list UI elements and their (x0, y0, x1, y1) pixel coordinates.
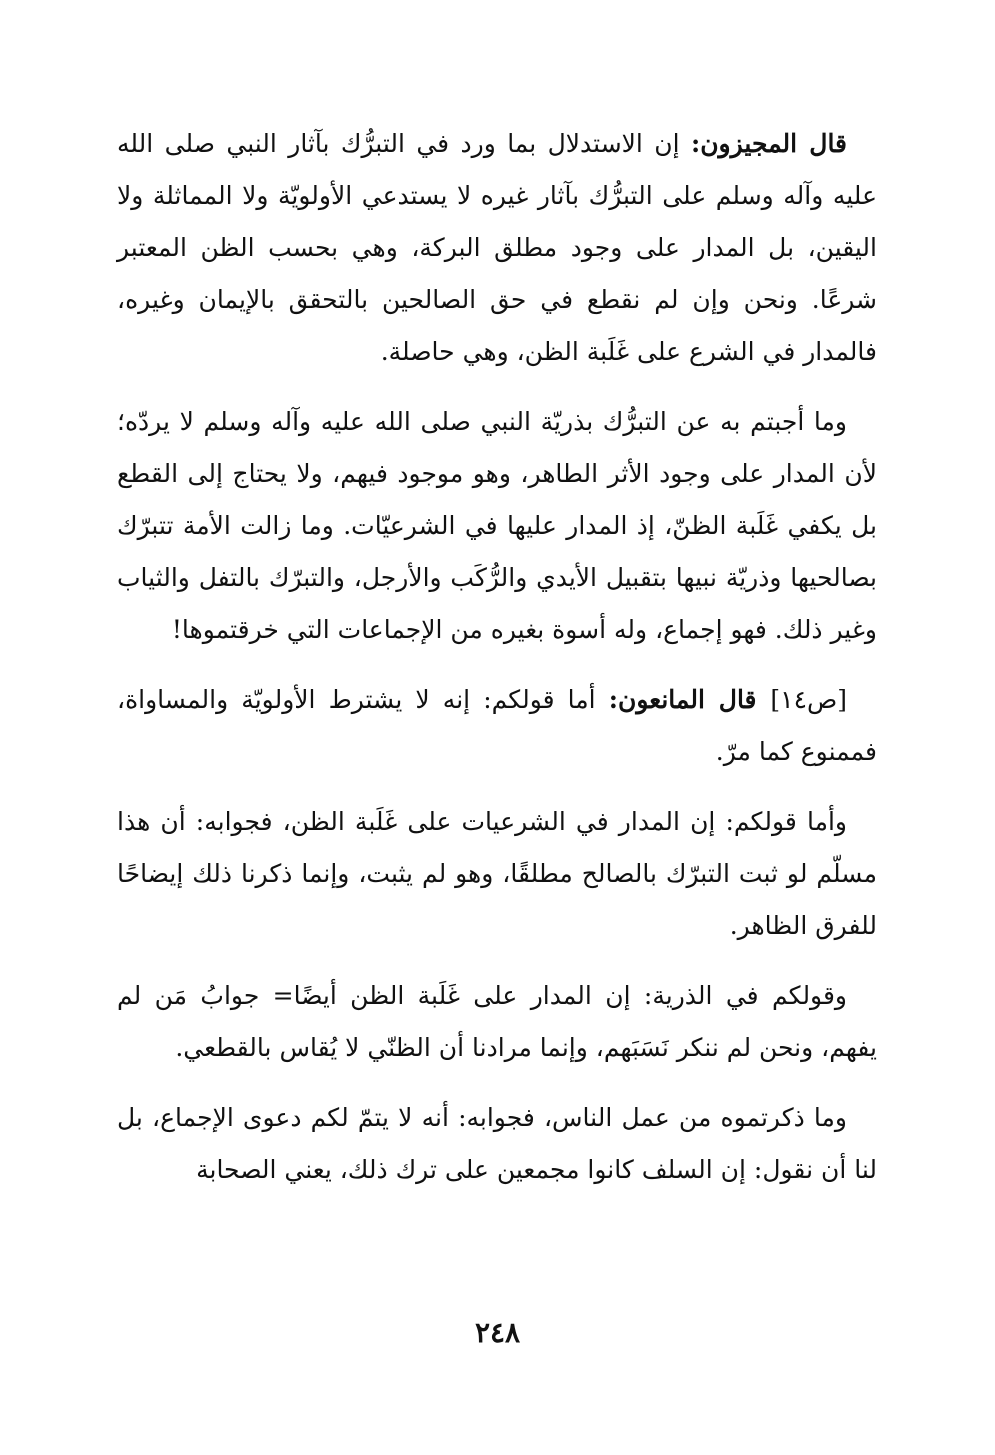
paragraph-4 (117, 796, 877, 952)
paragraph-6-text: وما ذكرتموه من عمل الناس، فجوابه: أنه لا يتمّ لكم دعوى الإجماع، بل لنا أن نقول: إن السلف كانوا مجمعين على ترك ذلك، يعني الصحابة (117, 1103, 877, 1184)
paragraph-6 (117, 1092, 877, 1196)
paragraph-1 (117, 118, 877, 378)
paragraph-3 (117, 674, 877, 778)
paragraph-3-text: أما قولكم: إنه لا يشترط الأولويّة والمساواة، فممنوع كما مرّ. (117, 685, 877, 766)
paragraph-1-text: إن الاستدلال بما ورد في التبرُّك بآثار النبي صلى الله عليه وآله وسلم على التبرُّك بآثار غيره لا يستدعي الأولويّة ولا المماثلة ولا اليقين، بل المدار على وجود مطلق البركة، وهي بحسب الظن المعتبر شرعًا. ونحن وإن لم نقطع في حق الصالحين بالتحقق بالإيمان وغيره، فالمدار في الشرع على غَلَبة الظن، وهي حاصلة. (117, 129, 877, 366)
body-text (117, 118, 877, 1214)
paragraph-2 (117, 396, 877, 656)
paragraph-3-lead: قال المانعون: (608, 685, 771, 714)
page-reference: [ص١٤] (770, 685, 847, 714)
paragraph-5 (117, 970, 877, 1074)
page-number: ٢٤٨ (474, 1316, 521, 1349)
paragraph-2-text: وما أجبتم به عن التبرُّك بذريّة النبي صلى الله عليه وآله وسلم لا يردّه؛ لأن المدار على وجود الأثر الطاهر، وهو موجود فيهم، ولا يحتاج إلى القطع بل يكفي غَلَبة الظنّ، إذ المدار عليها في الشرعيّات. وما زالت الأمة تتبرّك بصالحيها وذريّة نبيها بتقبيل الأيدي والرُّكَب والأرجل، والتبرّك بالتفل والثياب وغير ذلك. فهو إجماع، وله أسوة بغيره من الإجماعات التي خرقتموها! (117, 407, 877, 644)
paragraph-1-lead: قال المجيزون: (690, 129, 848, 158)
paragraph-5-text: وقولكم في الذرية: إن المدار على غَلَبة الظن أيضًا= جوابُ مَن لم يفهم، ونحن لم ننكر نَسَبَهم، وإنما مرادنا أن الظنّي لا يُقاس بالقطعي. (117, 981, 877, 1062)
paragraph-4-text: وأما قولكم: إن المدار في الشرعيات على غَلَبة الظن، فجوابه: أن هذا مسلّم لو ثبت التبرّك بالصالح مطلقًا، وهو لم يثبت، وإنما ذكرنا ذلك إيضاحًا للفرق الظاهر. (117, 807, 877, 940)
